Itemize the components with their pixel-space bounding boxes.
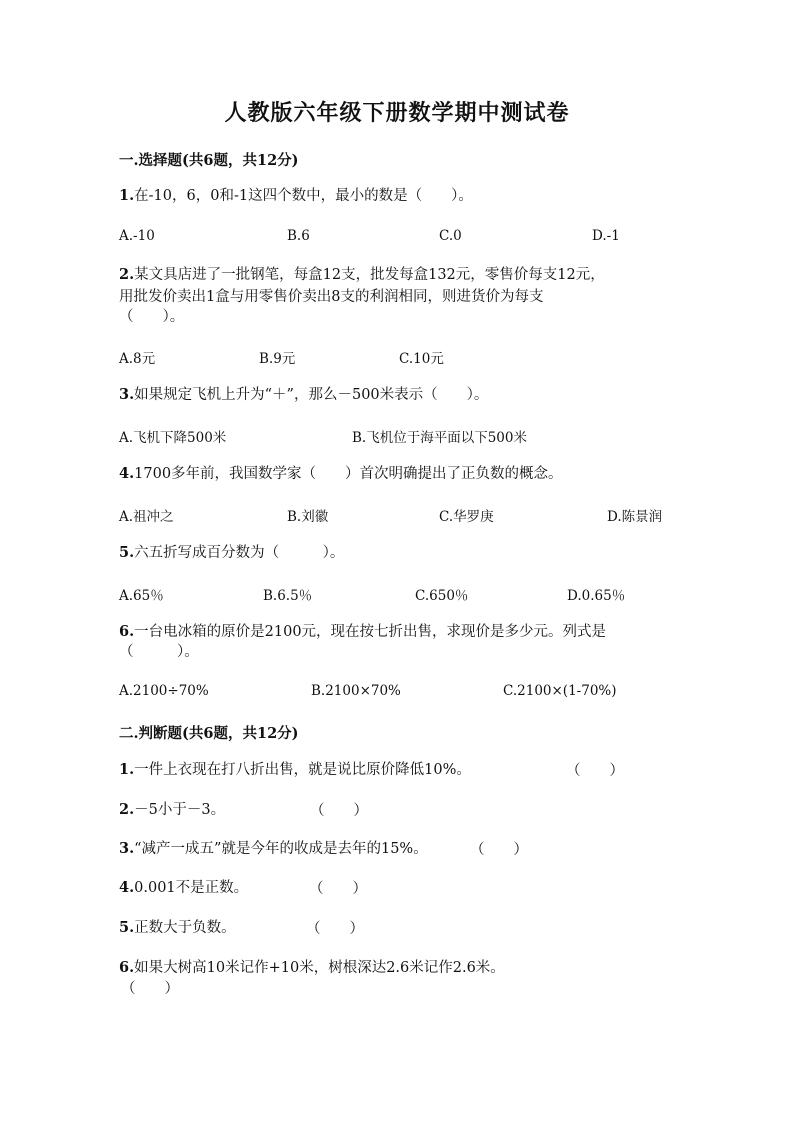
option-c: C.0 [439,228,462,244]
question-text-line-2: 用批发价卖出1盒与用零售价卖出8支的利润相同，则进货价为每支 [119,289,544,305]
judgement-question-4 [119,877,248,899]
judgement-question-1 [119,759,471,781]
option-a: A.祖冲之 [119,509,174,525]
option-d: D.陈景润 [607,509,663,525]
question-number: 6. [119,623,135,640]
option-b: B.6.5％ [263,588,313,604]
question-text-line-2: （ ）。 [119,644,199,660]
question-number: 3. [119,386,135,403]
question-text: 六五折写成百分数为（ ）。 [134,545,345,561]
question-number: 4. [119,465,135,482]
question-number: 2. [119,801,135,818]
option-c: C.650％ [415,588,469,604]
question-number: 5. [119,544,135,561]
page-title: 人教版六年级下册数学期中测试卷 [224,100,570,126]
section-heading-choice: 一.选择题(共6题，共12分) [119,152,299,169]
option-c: C.10元 [399,351,444,367]
option-c: C.2100×(1-70%) [503,683,617,699]
question-text: 0.001不是正数。 [134,880,249,896]
question-number: 1. [119,761,135,778]
answer-parentheses[interactable]: （ ） [310,803,368,819]
question-text: 在-10，6，0和-1这四个数中，最小的数是（ ）。 [134,188,473,204]
question-text: －5小于－3。 [134,802,226,818]
judgement-question-3 [119,838,428,860]
choice-question-2 [119,264,605,286]
option-a: A.-10 [119,228,155,244]
question-number: 6. [119,959,135,976]
answer-parentheses[interactable]: （ ） [121,981,179,997]
question-text: 一件上衣现在打八折出售，就是说比原价降低10%。 [134,762,471,778]
question-number: 5. [119,919,135,936]
option-a: A.8元 [119,351,156,367]
question-text: 如果规定飞机上升为“＋”，那么－500米表示（ ）。 [134,387,489,403]
option-b: B.9元 [259,351,296,367]
answer-parentheses[interactable]: （ ） [566,763,624,779]
question-text-line-3: （ ）。 [119,309,185,325]
choice-question-1 [119,185,473,207]
option-c: C.华罗庚 [439,509,494,525]
option-b: B.飞机位于海平面以下500米 [352,430,527,446]
question-text-line-1: 一台电冰箱的原价是2100元，现在按七折出售，求现价是多少元。列式是 [134,624,607,640]
option-a: A.2100÷70% [119,683,209,699]
answer-parentheses[interactable]: （ ） [470,842,528,858]
question-text: 如果大树高10米记作+10米，树根深达2.6米记作2.6米。 [134,960,505,976]
question-text: “减产一成五”就是今年的收成是去年的15%。 [134,841,428,857]
judgement-question-6 [119,957,505,979]
option-b: B.6 [287,228,310,244]
option-b: B.刘徽 [287,509,329,525]
question-text: 正数大于负数。 [134,920,236,936]
choice-question-3 [119,384,488,406]
choice-question-4 [119,463,563,485]
choice-question-6 [119,621,606,643]
question-number: 3. [119,840,135,857]
question-text-line-1: 某文具店进了一批钢笔，每盒12支，批发每盒132元，零售价每支12元， [134,267,605,283]
option-a: A.65％ [119,588,164,604]
answer-parentheses[interactable]: （ ） [309,881,367,897]
question-number: 1. [119,187,135,204]
section-heading-judgement: 二.判断题(共6题，共12分) [119,725,299,742]
option-d: D.-1 [592,228,620,244]
answer-parentheses[interactable]: （ ） [306,921,364,937]
judgement-question-2 [119,799,225,821]
option-b: B.2100×70% [311,683,401,699]
question-number: 2. [119,266,135,283]
choice-question-5 [119,542,344,564]
question-number: 4. [119,879,135,896]
option-a: A.飞机下降500米 [119,430,227,446]
option-d: D.0.65％ [567,588,626,604]
judgement-question-5 [119,917,236,939]
question-text: 1700多年前，我国数学家（ ）首次明确提出了正负数的概念。 [134,466,563,482]
